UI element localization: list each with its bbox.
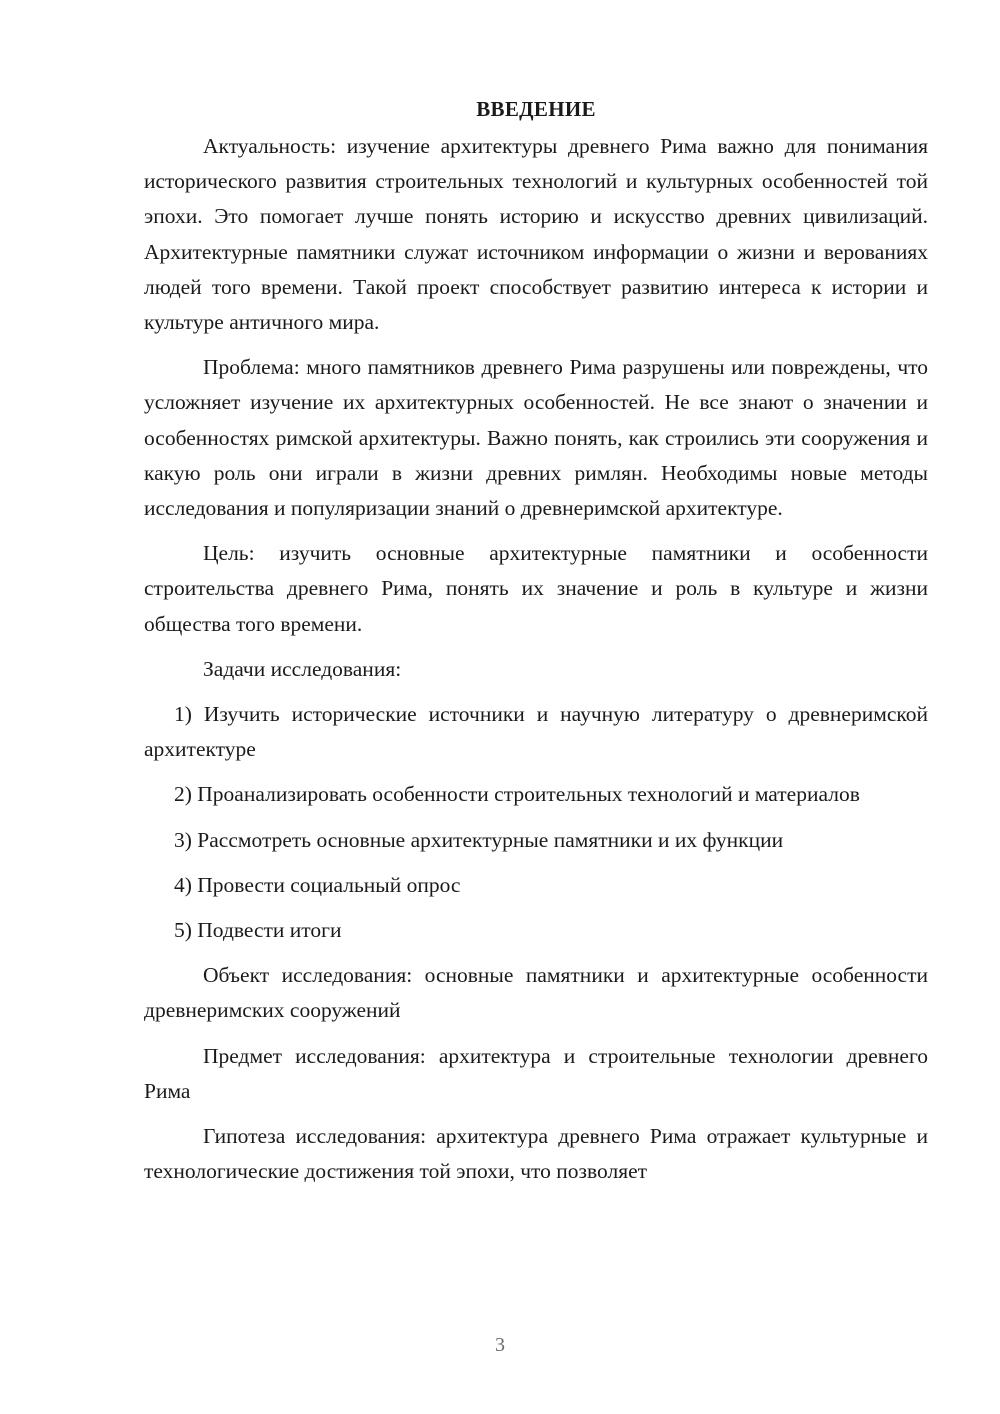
task-item-4: 4) Провести социальный опрос <box>174 872 461 897</box>
task-item-5: 5) Подвести итоги <box>174 918 342 943</box>
page-number: 3 <box>495 1334 505 1356</box>
paragraph-object: Объект исследования: основные памятники и архитектурные особенности древнеримских сооружений <box>144 963 928 1023</box>
paragraph-subject: Предмет исследования: архитектура и строительные технологии древнего Рима <box>144 1043 928 1103</box>
tasks-heading: Задачи исследования: <box>203 656 402 681</box>
task-item-2: 2) Проанализировать особенности строительных технологий и материалов <box>174 782 860 807</box>
paragraph-hypothesis: Гипотеза исследования: архитектура древнего Рима отражает культурные и технологические достижения той эпохи, что позволяет <box>144 1124 928 1184</box>
paragraph-goal: Цель: изучить основные архитектурные памятники и особенности строительства древнего Рима, понять их значение и роль в культуре и жизни общества того времени. <box>144 541 928 636</box>
section-title: ВВЕДЕНИЕ <box>476 97 596 121</box>
paragraph-relevance: Актуальность: изучение архитектуры древнего Рима важно для понимания исторического развития строительных технологий и культурных особенностей той эпохи. Это помогает лучше понять историю и искусство древних цивилизаций. Архитектурные памятники служат источником информации о жизни и верованиях людей того времени. Такой проект способствует развитию интереса к истории и культуре античного мира. <box>144 134 928 335</box>
page-content <box>144 92 928 1199</box>
task-item-3: 3) Рассмотреть основные архитектурные памятники и их функции <box>174 827 784 852</box>
task-item-1: 1) Изучить исторические источники и научную литературу о древнеримской архитектуре <box>144 702 928 762</box>
paragraph-problem: Проблема: много памятников древнего Рима разрушены или повреждены, что усложняет изучение их архитектурных особенностей. Не все знают о значении и особенностях римской архитектуры. Важно понять, как строились эти сооружения и какую роль они играли в жизни древних римлян. Необходимы новые методы исследования и популяризации знаний о древнеримской архитектуре. <box>144 355 928 521</box>
